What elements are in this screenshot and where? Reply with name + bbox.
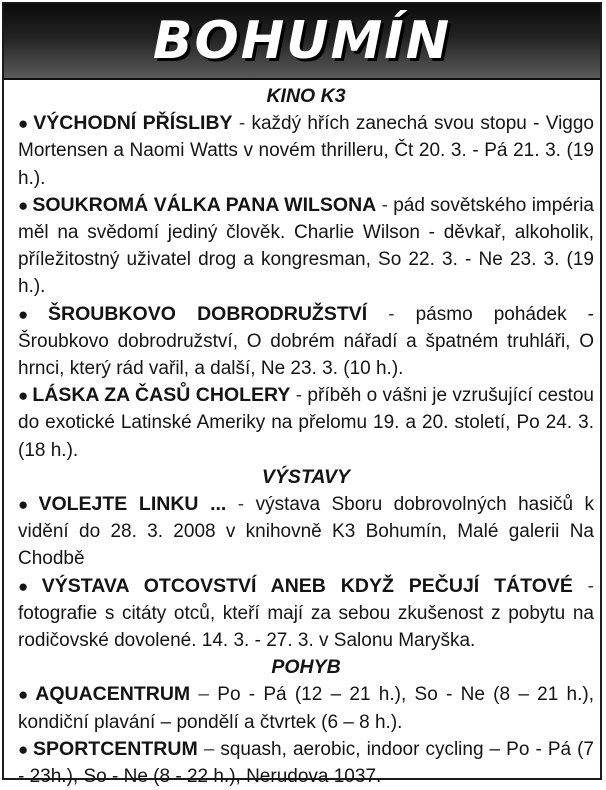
separator: - — [226, 494, 256, 516]
event-entry — [18, 681, 594, 735]
event-name: VÝSTAVA OTCOVSTVÍ ANEB KDYŽ PEČUJÍ TÁTOVÉ — [41, 574, 573, 597]
bullet-icon: ● — [18, 576, 38, 596]
event-description: pád sovětského impéria měl na svědomí jediný člověk. Charlie Wilson - děvkař, alkoholik, příležitostný uživatel drog a kongresman, So 22. 3. - Ne 23. 3. (19 h.). — [18, 194, 595, 298]
listing-content — [18, 83, 594, 790]
separator: - — [290, 385, 308, 407]
separator: – — [197, 738, 221, 760]
header-banner — [4, 4, 600, 80]
event-entry — [18, 301, 594, 383]
event-entry — [18, 736, 594, 790]
bullet-icon: ● — [18, 195, 29, 215]
event-name: VÝCHODNÍ PŘÍSLIBY — [33, 112, 233, 135]
listing-frame — [2, 2, 602, 788]
event-entry — [18, 491, 594, 573]
event-name: AQUACENTRUM — [35, 683, 191, 706]
separator: - — [376, 194, 394, 216]
separator: – — [190, 684, 218, 706]
page-title: BOHUMÍN — [152, 11, 452, 71]
event-entry — [18, 192, 594, 301]
section-title-vystavy: VÝSTAVY — [261, 465, 351, 488]
event-description: výstava Sboru dobrovolných hasičů k vidění do 28. 3. 2008 v knihovně K3 Bohumín, Malé galerii Na Chodbě — [18, 494, 594, 570]
event-entry — [18, 110, 594, 192]
event-description: squash, aerobic, indoor cycling – Po - Pá (7 - 23h.), So - Ne (8 - 22 h.), Nerudova 1037. — [18, 738, 594, 788]
bullet-icon: ● — [18, 495, 35, 515]
section-title-pohyb: POHYB — [271, 656, 341, 679]
event-entry — [18, 573, 594, 655]
separator: - — [232, 113, 252, 135]
bullet-icon: ● — [18, 739, 30, 759]
event-description: Po - Pá (12 – 21 h.), So - Ne (8 – 21 h.), kondiční plavání – pondělí a čtvrtek (6 – 8 h.). — [18, 684, 594, 733]
separator: - — [572, 575, 594, 597]
event-description: pásmo pohádek - Šroubkovo dobrodružství, O dobrém nářadí a špatném truhláři, O hrnci, který rád vařil, a další, Ne 23. 3. (10 h.). — [18, 303, 594, 380]
separator: - — [367, 303, 416, 325]
event-name: VOLEJTE LINKU ... — [38, 493, 227, 516]
event-name: LÁSKA ZA ČASŮ CHOLERY — [32, 384, 291, 407]
event-description: každý hřích zanechá svou stopu - Viggo Mortensen a Naomi Watts v novém thrilleru, Čt 20. 3. - Pá 21. 3. (19 h.). — [18, 113, 594, 189]
bullet-icon: ● — [18, 386, 29, 406]
event-name: SPORTCENTRUM — [33, 737, 198, 760]
event-description: fotografie s citáty otců, kteří mají za sebou zkušenost z pobytu na rodičovské dovolené. 14. 3. - 27. 3. v Salonu Maryška. — [18, 602, 594, 652]
event-name: SOUKROMÁ VÁLKA PANA WILSONA — [32, 193, 377, 216]
event-name: ŠROUBKOVO DOBRODRUŽSTVÍ — [48, 302, 368, 325]
bullet-icon: ● — [18, 114, 30, 134]
bullet-icon: ● — [18, 685, 32, 705]
section-title-kino: KINO K3 — [266, 85, 346, 107]
event-description: příběh o vášni je vzrušující cestou do exotické Latinské Ameriky na přelomu 19. a 20. století, Po 24. 3. (18 h.). — [18, 385, 594, 461]
event-entry — [18, 382, 594, 464]
bullet-icon: ● — [18, 304, 45, 324]
